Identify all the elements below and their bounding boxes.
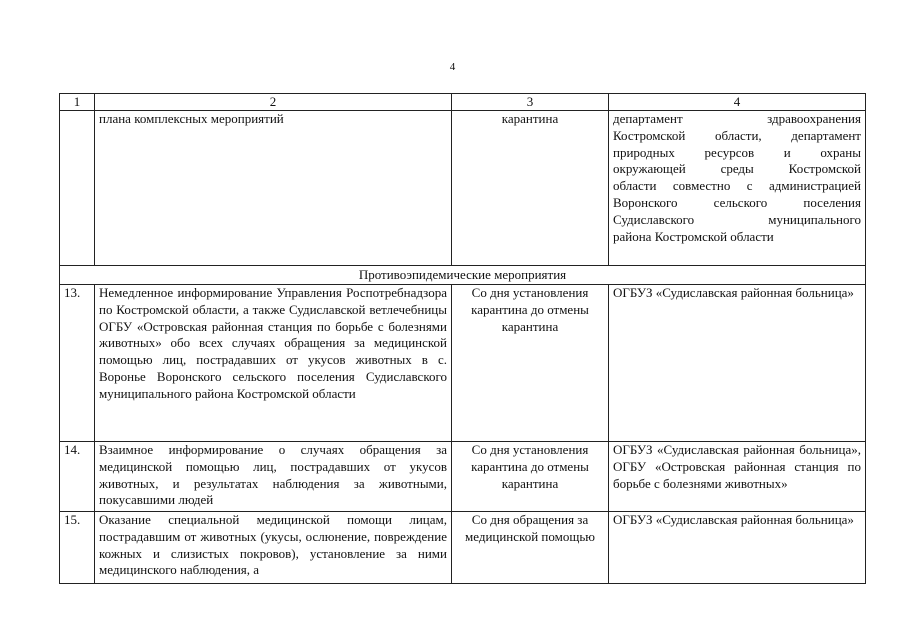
deadline-cell: Со дня установления карантина до отмены карантина (452, 442, 609, 512)
row-number: 13. (60, 285, 95, 442)
responsible-cell: ОГБУЗ «Судиславская районная больница» (609, 512, 866, 584)
measures-table (59, 93, 866, 584)
table-row (60, 285, 866, 442)
table-header-row (60, 94, 866, 111)
responsible-line: области совместно с администрацией (613, 178, 861, 194)
deadline-cell: Со дня установления карантина до отмены карантина (452, 285, 609, 442)
responsible-line: Костромской области, департамент (613, 127, 861, 143)
measure-cell: Взаимное информирование о случаях обращения за медицинской помощью лиц, пострадавших от укусов животных, и результатах наблюдения за животными, покусавшими людей (95, 442, 452, 512)
responsible-line: природных ресурсов и охраны (613, 144, 861, 160)
page-number: 4 (449, 61, 456, 73)
responsible-line: окружающей среды Костромской (613, 161, 861, 177)
responsible-line: Воронского сельского поселения (613, 194, 861, 210)
table-row (60, 111, 866, 266)
deadline-cell: Со дня обращения за медицинской помощью (452, 512, 609, 584)
table-row (60, 512, 866, 584)
column-header: 2 (95, 94, 452, 111)
table-row (60, 442, 866, 512)
section-title: Противоэпидемические мероприятия (60, 266, 866, 285)
responsible-cell (609, 111, 866, 266)
responsible-cell: ОГБУЗ «Судиславская районная больница» (609, 285, 866, 442)
measure-cell: Немедленное информирование Управления Роспотребнадзора по Костромской области, а также Судиславской ветлечебницы ОГБУ «Островская районная станция по борьбе с болезнями животных» обо всех случаях обращения за медицинской помощью лиц, пострадавших от укусов животных в с. Воронье Воронского сельского поселения Судиславского муниципального района Костромской области (95, 285, 452, 442)
section-heading-row (60, 266, 866, 285)
responsible-cell: ОГБУЗ «Судиславская районная больница», ОГБУ «Островская районная станция по борьбе с болезнями животных» (609, 442, 866, 512)
row-number (60, 111, 95, 266)
responsible-line: Судиславского муниципального (613, 211, 861, 227)
measure-cell: Оказание специальной медицинской помощи лицам, пострадавшим от животных (укусы, ослюнение, повреждение кожных и слизистых покровов), установление за ними медицинского наблюдения, а (95, 512, 452, 584)
responsible-line: района Костромской области (613, 228, 774, 244)
column-header: 3 (452, 94, 609, 111)
column-header: 4 (609, 94, 866, 111)
row-number: 15. (60, 512, 95, 584)
row-number: 14. (60, 442, 95, 512)
column-header: 1 (60, 94, 95, 111)
responsible-line: департамент здравоохранения (613, 111, 861, 126)
measure-cell: плана комплексных мероприятий (95, 111, 452, 266)
deadline-cell: карантина (452, 111, 609, 266)
